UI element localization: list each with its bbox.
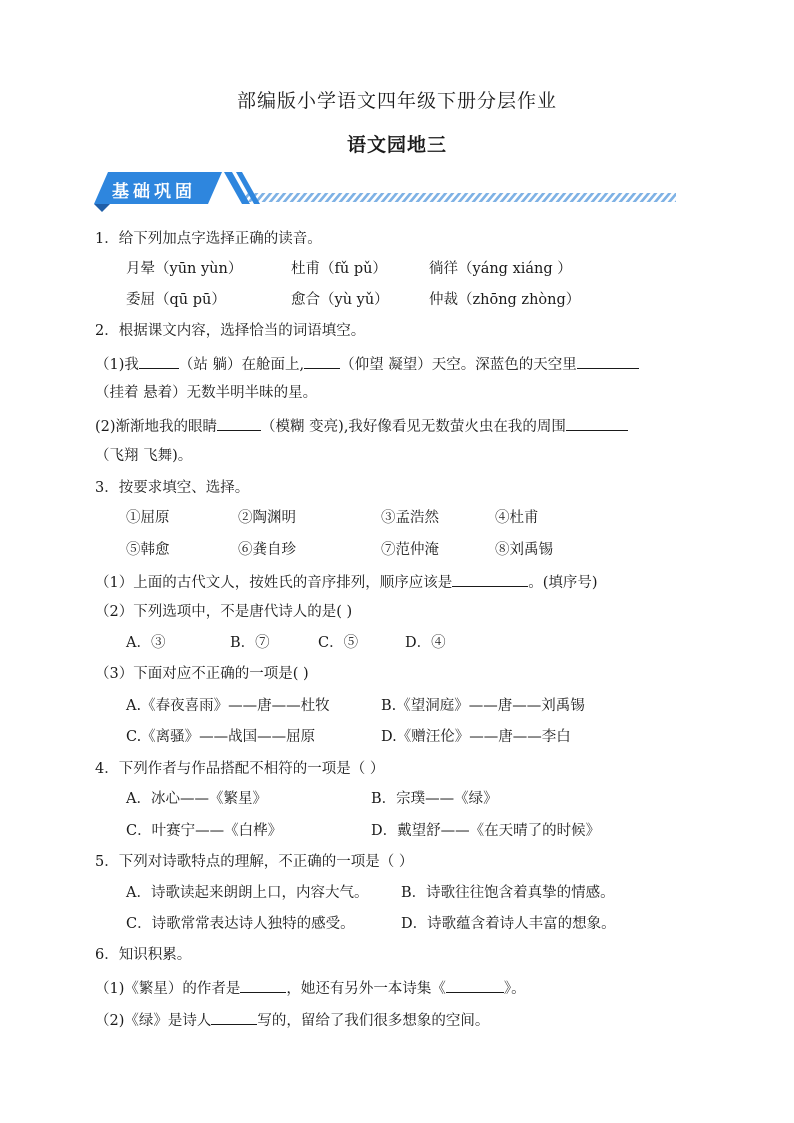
q6-part-2: （2)《绿》是诗人 写的，留给了我们很多想象的空间。	[95, 1009, 489, 1031]
q3-part-3-option[interactable]: C.《离骚》——战国——屈原	[126, 729, 316, 745]
q2-line-4: （飞翔 飞舞)。	[95, 448, 193, 464]
q3-part-3-option[interactable]: A.《春夜喜雨》——唐——杜牧	[126, 698, 330, 714]
q3-author: ②陶渊明	[238, 510, 296, 526]
q3-part-3-option[interactable]: B.《望洞庭》——唐——刘禹锡	[381, 698, 585, 714]
q4-option[interactable]: C．叶赛宁——《白桦》	[126, 823, 283, 839]
q1-option: 委屈（qū pū）	[126, 292, 226, 308]
q6-part-1: （1)《繁星）的作者是 ，她还有另外一本诗集《 》。	[95, 977, 526, 999]
q4-option[interactable]: D．戴望舒——《在天晴了的时候》	[371, 823, 601, 839]
page-subtitle: 语文园地三	[346, 134, 447, 156]
page-title: 部编版小学语文四年级下册分层作业	[236, 90, 557, 112]
q3-part-3-option[interactable]: D.《赠汪伦》——唐——李白	[381, 729, 571, 745]
question-2-stem: 2．根据课文内容，选择恰当的词语填空。	[95, 323, 366, 339]
q3-part-2-option[interactable]: A．③	[126, 635, 166, 651]
q3-author: ④杜甫	[495, 510, 539, 526]
answer-blank[interactable]	[217, 415, 261, 431]
q3-author: ⑧刘禹锡	[495, 542, 553, 558]
section-label: 基础巩固	[112, 182, 196, 202]
answer-blank[interactable]	[577, 353, 639, 369]
q3-part-2-option[interactable]: C．⑤	[318, 635, 359, 651]
q5-option[interactable]: C．诗歌常常表达诗人独特的感受。	[126, 916, 355, 932]
answer-blank[interactable]	[446, 977, 504, 993]
q3-part-3: （3）下面对应不正确的一项是( )	[95, 666, 309, 682]
answer-blank[interactable]	[139, 353, 179, 369]
q1-option: 月晕（yūn yùn）	[126, 261, 243, 277]
q1-option: 徜徉（yáng xiáng ）	[429, 261, 572, 277]
answer-blank[interactable]	[452, 571, 528, 587]
q3-author: ③孟浩然	[381, 510, 439, 526]
q1-option: 仲裁（zhōng zhòng）	[429, 292, 581, 308]
q1-option: 愈合（yù yǔ）	[291, 292, 389, 308]
q5-option[interactable]: A．诗歌读起来朗朗上口，内容大气。	[126, 885, 369, 901]
question-3-stem: 3．按要求填空、选择。	[95, 480, 250, 496]
question-6-stem: 6．知识积累。	[95, 947, 192, 963]
q2-line-2: （挂着 悬着）无数半明半昧的星。	[95, 385, 318, 401]
q3-part-2-option[interactable]: B．⑦	[230, 635, 270, 651]
q2-line-1: （1)我 （站 躺）在舱面上, （仰望 凝望）天空。深蓝色的天空里	[95, 353, 639, 375]
q4-option[interactable]: B．宗璞——《绿》	[371, 791, 498, 807]
q3-author: ⑥龚自珍	[238, 542, 296, 558]
q4-option[interactable]: A．冰心——《繁星》	[126, 791, 267, 807]
answer-blank[interactable]	[566, 415, 628, 431]
q2-line-3: (2)渐渐地我的眼睛 （模糊 变亮),我好像看见无数萤火虫在我的周围	[95, 415, 628, 437]
answer-blank[interactable]	[304, 353, 340, 369]
answer-blank[interactable]	[240, 977, 286, 993]
answer-blank[interactable]	[211, 1009, 257, 1025]
question-1-stem: 1．给下列加点字选择正确的读音。	[95, 231, 322, 247]
q3-author: ①屈原	[126, 510, 170, 526]
q5-option[interactable]: B．诗歌往往饱含着真挚的情感。	[401, 885, 615, 901]
question-4-stem: 4．下列作者与作品搭配不相符的一项是（ ）	[95, 761, 385, 777]
question-5-stem: 5．下列对诗歌特点的理解，不正确的一项是（ ）	[95, 854, 414, 870]
q3-author: ⑦范仲淹	[381, 542, 439, 558]
q1-option: 杜甫（fǔ pǔ）	[291, 261, 387, 277]
q3-part-1: （1）上面的古代文人，按姓氏的音序排列，顺序应该是 。(填序号)	[95, 571, 598, 593]
q3-part-2: （2）下列选项中，不是唐代诗人的是( )	[95, 604, 353, 620]
q3-author: ⑤韩愈	[126, 542, 170, 558]
q5-option[interactable]: D．诗歌蕴含着诗人丰富的想象。	[401, 916, 616, 932]
q3-part-2-option[interactable]: D．④	[405, 635, 446, 651]
